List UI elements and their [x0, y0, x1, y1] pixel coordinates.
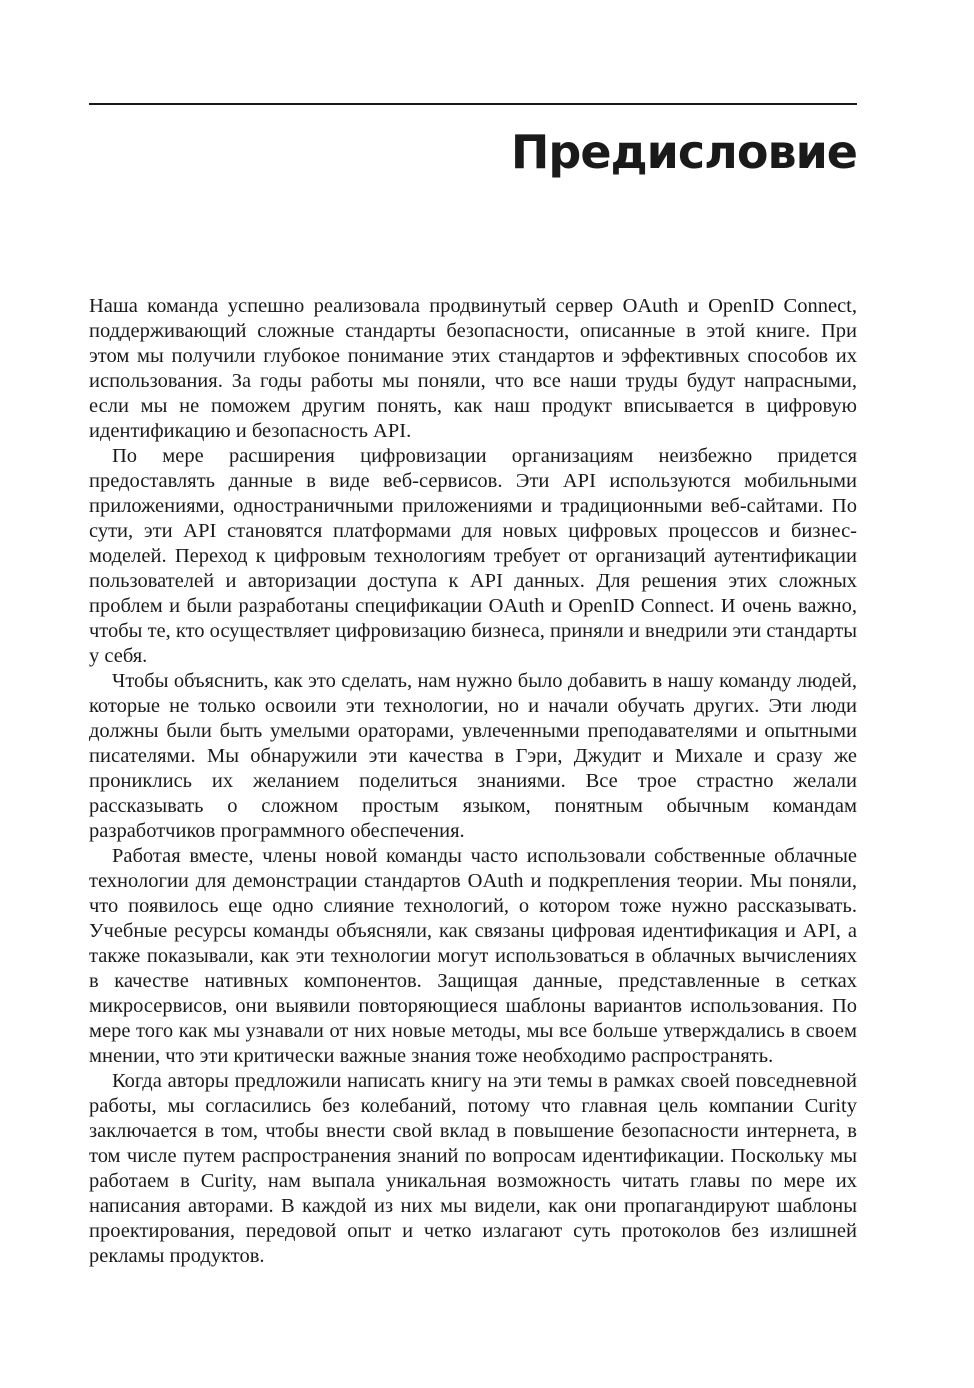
paragraph-2: По мере расширения цифровизации организациям неизбежно придется предоставлять данные в виде веб-сервисов. Эти API используются мобильными приложениями, одностраничными приложениями и традиционными веб-сайтами. По сути, эти API становятся платформами для новых цифровых процессов и бизнес-моделей. Переход к цифровым технологиям требует от организаций аутентификации пользователей и авторизации доступа к API данных. Для решения этих сложных проблем и были разработаны спецификации OAuth и OpenID Connect. И очень важно, чтобы те, кто осуществляет цифровизацию бизнеса, приняли и внедрили эти стандарты у себя. [89, 445, 857, 667]
chapter-body [89, 294, 857, 1269]
chapter-top-rule [89, 103, 857, 105]
chapter-title: Предисловие [510, 125, 857, 179]
paragraph-3: Чтобы объяснить, как это сделать, нам нужно было добавить в нашу команду людей, которые не только освоили эти технологии, но и начали обучать других. Эти люди должны были быть умелыми ораторами, увлеченными преподавателями и опытными писателями. Мы обнаружили эти качества в Гэри, Джудит и Михале и сразу же прониклись их желанием поделиться знаниями. Все трое страстно желали рассказывать о сложном простым языком, понятным обычным командам разработчиков программного обеспечения. [89, 670, 857, 842]
paragraph-1: Наша команда успешно реализовала продвинутый сервер OAuth и OpenID Connect, поддерживающий сложные стандарты безопасности, описанные в этой книге. При этом мы получили глубокое понимание этих стандартов и эффективных способов их использования. За годы работы мы поняли, что все наши труды будут напрасными, если мы не поможем другим понять, как наш продукт вписывается в цифровую идентификацию и безопасность API. [89, 295, 857, 442]
paragraph-4: Работая вместе, члены новой команды часто использовали собственные облачные технологии для демонстрации стандартов OAuth и подкрепления теории. Мы поняли, что появилось еще одно слияние технологий, о котором тоже нужно рассказывать. Учебные ресурсы команды объясняли, как связаны цифровая идентификация и API, а также показывали, как эти технологии могут использоваться в облачных вычислениях в качестве нативных компонентов. Защищая данные, представленные в сетках микросервисов, они выявили повторяющиеся шаблоны вариантов использования. По мере того как мы узнавали от них новые методы, мы все больше утверждались в своем мнении, что эти критически важные знания тоже необходимо распространять. [89, 845, 857, 1067]
paragraph-5: Когда авторы предложили написать книгу на эти темы в рамках своей повседневной работы, мы согласились без колебаний, потому что главная цель компании Curity заключается в том, чтобы внести свой вклад в повышение безопасности интернета, в том числе путем распространения знаний по вопросам идентификации. Поскольку мы работаем в Curity, нам выпала уникальная возможность читать главы по мере их написания авторами. В каждой из них мы видели, как они пропагандируют шаблоны проектирования, передовой опыт и четко излагают суть протоколов без излишней рекламы продуктов. [89, 1070, 857, 1267]
